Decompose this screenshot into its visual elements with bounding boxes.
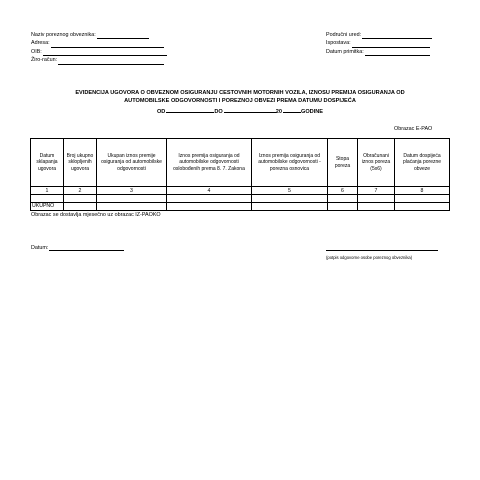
oib-row	[31, 48, 167, 56]
column-header: Datum sklapanja ugovora	[31, 139, 64, 187]
table-cell[interactable]	[64, 195, 97, 203]
column-header: Obračunani iznos poreza (5x6)	[358, 139, 395, 187]
total-cell[interactable]	[167, 203, 252, 211]
table-cell[interactable]	[252, 195, 328, 203]
column-header: Iznos premija osiguranja od automobilske odgovornosti - porezna osnovica	[252, 139, 328, 187]
oib-label: OIB:	[31, 48, 42, 55]
total-cell[interactable]	[97, 203, 167, 211]
column-number: 6	[328, 187, 358, 195]
date-row	[31, 245, 124, 251]
period-from-label: OD	[156, 109, 166, 115]
address-field[interactable]	[51, 42, 164, 48]
branch-row	[326, 39, 432, 47]
column-number: 4	[167, 187, 252, 195]
period-year-field[interactable]	[283, 107, 301, 113]
table-cell[interactable]	[328, 195, 358, 203]
signature-line[interactable]	[326, 250, 438, 251]
contracts-table	[30, 138, 450, 211]
table-cell[interactable]	[167, 195, 252, 203]
column-number: 5	[252, 187, 328, 195]
total-label: UKUPNO	[31, 203, 64, 211]
regional-office-row	[326, 31, 432, 39]
period-year-suffix: GODINE	[300, 109, 324, 115]
taxpayer-name-row	[31, 31, 167, 39]
address-label: Adresa:	[31, 40, 50, 47]
total-cell[interactable]	[395, 203, 450, 211]
form-title-line-1: EVIDENCIJA UGOVORA O OBVEZNOM OSIGURANJU CESTOVNIH MOTORNIH VOZILA, IZNOSU PREMIJA OSIGURANJA OD	[75, 90, 405, 96]
reporting-period	[40, 107, 440, 115]
giro-account-row	[31, 56, 167, 64]
form-title	[40, 90, 440, 105]
table-cell[interactable]	[31, 195, 64, 203]
giro-account-field[interactable]	[58, 59, 164, 65]
period-year-prefix: 20	[275, 109, 282, 115]
taxpayer-name-field[interactable]	[97, 33, 149, 39]
total-cell[interactable]	[328, 203, 358, 211]
column-header: Broj ukupno sklopljenih ugovora	[64, 139, 97, 187]
period-to-label: DO	[214, 109, 223, 115]
taxpayer-info-block	[31, 31, 167, 65]
column-header: Stopa poreza	[328, 139, 358, 187]
receipt-date-row	[326, 48, 432, 56]
column-number: 3	[97, 187, 167, 195]
table-cell[interactable]	[97, 195, 167, 203]
tax-office-info-block	[326, 31, 432, 56]
total-cell[interactable]	[64, 203, 97, 211]
total-cell[interactable]	[358, 203, 395, 211]
date-label: Datum:	[31, 245, 49, 251]
column-header: Datum dospijeća plaćanja porezne obveze	[395, 139, 450, 187]
table-cell[interactable]	[358, 195, 395, 203]
form-title-line-2: AUTOMOBILSKE ODGOVORNOSTI I POREZNOJ OBVEZI PREMA DATUMU DOSPIJEĆA	[124, 97, 356, 104]
table-row	[31, 195, 450, 203]
submission-note: Obrazac se dostavlja mjesečno uz obrazac IZ-PAOKO	[31, 212, 161, 218]
column-header: Iznos premija osiguranja od automobilske odgovornosti oslobođenih prema 8. 7. Zakona	[167, 139, 252, 187]
oib-field[interactable]	[43, 50, 167, 56]
address-row	[31, 39, 167, 47]
period-to-field[interactable]	[224, 107, 276, 113]
regional-office-field[interactable]	[362, 33, 432, 39]
total-cell[interactable]	[252, 203, 328, 211]
giro-account-label: Žiro-račun:	[31, 57, 58, 64]
form-code: Obrazac E-PAO	[394, 126, 433, 132]
column-number: 8	[395, 187, 450, 195]
taxpayer-name-label: Naziv poreznog obveznika:	[31, 32, 96, 38]
date-field[interactable]	[49, 245, 124, 251]
column-header: Ukupan iznos premije osiguranja od automobilske odgovornosti	[97, 139, 167, 187]
table-header-row	[31, 139, 450, 187]
column-number: 2	[64, 187, 97, 195]
signature-caption: (potpis odgovorne osobe poreznog obveznika)	[326, 255, 413, 260]
period-from-field[interactable]	[166, 107, 214, 113]
branch-label: Ispostava:	[326, 40, 351, 47]
column-number: 7	[358, 187, 395, 195]
regional-office-label: Područni ured:	[326, 32, 362, 38]
column-number-row	[31, 187, 450, 195]
total-row	[31, 203, 450, 211]
column-number: 1	[31, 187, 64, 195]
receipt-date-label: Datum primitka:	[326, 48, 364, 55]
table-cell[interactable]	[395, 195, 450, 203]
receipt-date-field[interactable]	[365, 50, 430, 56]
